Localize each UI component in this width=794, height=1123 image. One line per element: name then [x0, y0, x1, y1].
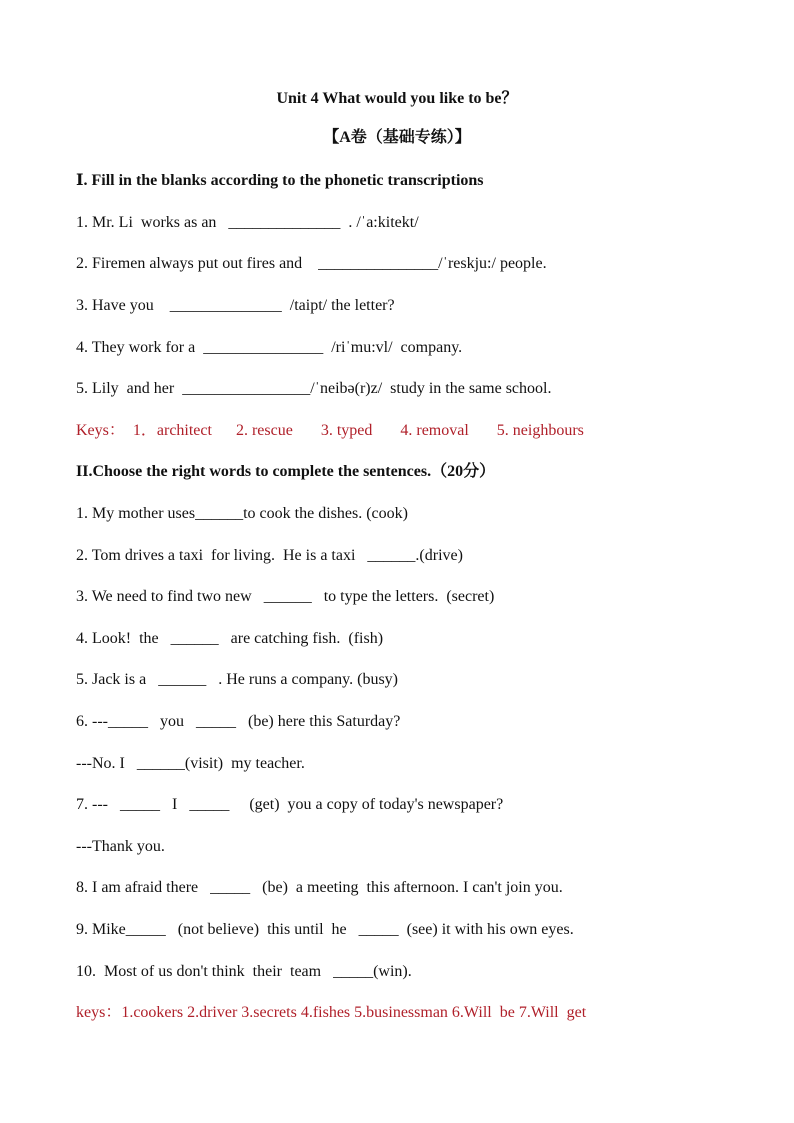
section-1-answer-keys: Keys： 1．architect 2. rescue 3. typed 4. removal 5. neighbours [76, 422, 584, 439]
section-2-question-10: 10. Most of us don't think their team _____(win). [76, 963, 412, 980]
section-2-question-5: 5. Jack is a ______ . He runs a company. (busy) [76, 671, 399, 688]
page-subtitle: 【A卷（基础专练）】 [323, 129, 471, 146]
section-2-question-6: 6. ---_____ you _____ (be) here this Saturday? [76, 713, 401, 730]
section-2-answer-keys: keys：1.cookers 2.driver 3.secrets 4.fishes 5.businessman 6.Will be 7.Will get [76, 1004, 587, 1021]
section-1-question-4: 4. They work for a _______________ /riˈmu:vl/ company. [76, 339, 463, 356]
section-2-question-2: 2. Tom drives a taxi for living. He is a taxi ______.(drive) [76, 547, 463, 564]
section-2-question-9: 9. Mike_____ (not believe) this until he _____ (see) it with his own eyes. [76, 921, 574, 938]
section-2-question-8: 8. I am afraid there _____ (be) a meeting this afternoon. I can't join you. [76, 879, 563, 896]
section-2-question-4: 4. Look! the ______ are catching fish. (fish) [76, 630, 384, 647]
section-2-question-1: 1. My mother uses______to cook the dishes. (cook) [76, 505, 408, 522]
section-1-question-2: 2. Firemen always put out fires and _______________/ˈreskju:/ people. [76, 255, 547, 272]
section-2-question-6-reply: ---No. I ______(visit) my teacher. [76, 755, 305, 772]
section-2-question-7: 7. --- _____ I _____ (get) you a copy of today's newspaper? [76, 796, 504, 813]
section-1-heading: Ⅰ. Fill in the blanks according to the phonetic transcriptions [76, 172, 484, 189]
section-2-heading: II.Choose the right words to complete the sentences.（20分） [76, 463, 496, 480]
section-1-question-3: 3. Have you ______________ /taipt/ the letter? [76, 297, 395, 314]
section-1-question-1: 1. Mr. Li works as an ______________ . /ˈa:kitekt/ [76, 214, 419, 231]
section-2-question-7-reply: ---Thank you. [76, 838, 165, 855]
section-2-question-3: 3. We need to find two new ______ to type the letters. (secret) [76, 588, 495, 605]
section-1-question-5: 5. Lily and her ________________/ˈneibə(r)z/ study in the same school. [76, 380, 552, 397]
page-title: Unit 4 What would you like to be？ [276, 90, 518, 107]
